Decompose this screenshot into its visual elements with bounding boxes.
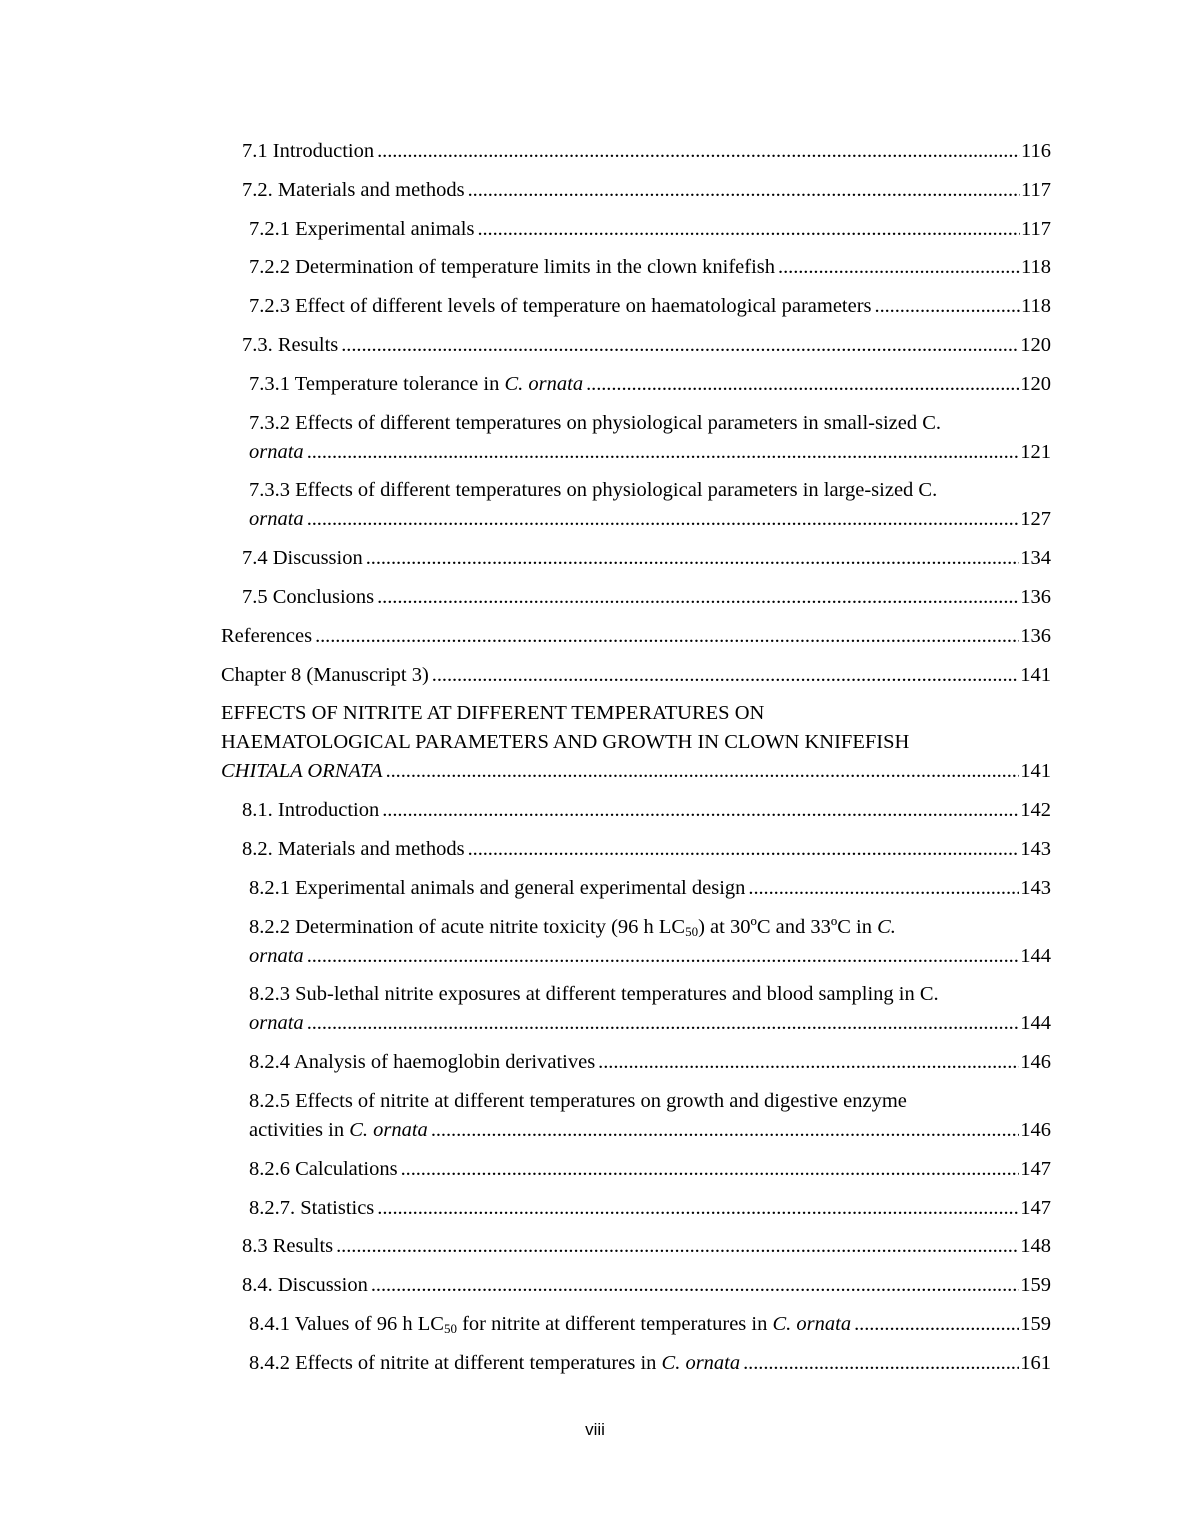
toc-entry[interactable] [221, 370, 1051, 399]
dot-leader [307, 438, 1020, 467]
toc-entry[interactable] [221, 796, 1051, 825]
dot-leader [854, 1310, 1019, 1339]
toc-page-number: 143 [1020, 876, 1051, 899]
dot-leader [377, 1194, 1019, 1223]
toc-page-number: 146 [1020, 1118, 1051, 1141]
toc-entry[interactable] [221, 253, 1051, 282]
dot-leader [875, 292, 1020, 321]
chapter-title-line-2: HAEMATOLOGICAL PARAMETERS AND GROWTH IN CLOWN KNIFEFISH [221, 731, 910, 754]
toc-page-number: 118 [1021, 256, 1051, 279]
toc-entry-title: 7.3.2 Effects of different temperatures on physiological parameters in small-sized C. [249, 411, 942, 434]
toc-entry[interactable] [221, 409, 1051, 467]
toc-page-number: 148 [1020, 1235, 1051, 1258]
species-name: C. [877, 915, 896, 938]
toc-entry-title: 8.4.1 Values of 96 h LC [249, 1312, 444, 1335]
species-name: C. ornata [349, 1118, 428, 1141]
toc-page-number: 136 [1020, 585, 1051, 608]
toc-entry[interactable] [221, 583, 1051, 612]
dot-leader [307, 942, 1020, 971]
toc-entry[interactable] [221, 1048, 1051, 1077]
table-of-contents [221, 137, 1051, 1388]
species-name: CHITALA ORNATA [221, 760, 383, 783]
toc-entry[interactable] [221, 913, 1051, 971]
toc-entry-title: 8.4.2 Effects of nitrite at different temperatures in [249, 1351, 657, 1374]
species-name: C. ornata [504, 372, 584, 395]
toc-page-number: 146 [1020, 1051, 1051, 1074]
toc-page-number: 118 [1021, 295, 1051, 318]
toc-entry-title: 7.3.3 Effects of different temperatures on physiological parameters in large-sized C. [249, 479, 938, 502]
toc-entry[interactable] [221, 215, 1051, 244]
dot-leader [748, 874, 1019, 903]
toc-entry[interactable] [221, 1349, 1051, 1378]
dot-leader [432, 661, 1019, 690]
dot-leader [401, 1155, 1020, 1184]
dot-leader [743, 1349, 1019, 1378]
species-name: ornata [249, 944, 304, 967]
toc-page-number: 117 [1021, 217, 1051, 240]
toc-entry[interactable] [221, 980, 1051, 1038]
toc-entry-title: 8.2.5 Effects of nitrite at different temperatures on growth and digestive enzyme [249, 1089, 907, 1112]
toc-entry-title: 8.2.1 Experimental animals and general experimental design [249, 876, 746, 899]
toc-page-number: 159 [1020, 1274, 1051, 1297]
toc-entry-chapter-title[interactable] [221, 699, 1051, 786]
species-name: ornata [249, 440, 304, 463]
toc-entry-title: 7.2.2 Determination of temperature limits in the clown knifefish [249, 256, 776, 279]
toc-entry[interactable] [221, 1087, 1051, 1145]
toc-page-number: 141 [1020, 760, 1051, 783]
toc-entry[interactable] [221, 176, 1051, 205]
toc-entry-title: 8.2.4 Analysis of haemoglobin derivatives [249, 1051, 596, 1074]
dot-leader [468, 835, 1020, 864]
dot-leader [377, 583, 1019, 612]
dot-leader [386, 757, 1020, 786]
toc-entry[interactable] [221, 661, 1051, 690]
dot-leader [307, 505, 1020, 534]
toc-entry[interactable] [221, 544, 1051, 573]
toc-entry[interactable] [221, 1271, 1051, 1300]
dot-leader [336, 1232, 1019, 1261]
toc-entry[interactable] [221, 292, 1051, 321]
dot-leader [341, 331, 1019, 360]
title-part: 8.2.2 Determination of acute nitrite toxicity (96 h LC [249, 915, 686, 938]
species-name: C. ornata [661, 1351, 741, 1374]
toc-page-number: 120 [1020, 333, 1051, 356]
toc-entry-title: 8.1. Introduction [242, 799, 380, 822]
toc-entry-title: 8.2.6 Calculations [249, 1157, 398, 1180]
toc-entry-title: 7.2. Materials and methods [242, 178, 465, 201]
toc-entry-title-cont: activities in [249, 1118, 345, 1141]
toc-entry[interactable] [221, 622, 1051, 651]
toc-entry-title: 8.2. Materials and methods [242, 837, 465, 860]
toc-entry-title [249, 913, 1051, 942]
chapter-title-line-1: EFFECTS OF NITRITE AT DIFFERENT TEMPERATURES ON [221, 702, 765, 725]
toc-entry-title: 7.4 Discussion [242, 547, 363, 570]
dot-leader [598, 1048, 1019, 1077]
toc-entry[interactable] [221, 331, 1051, 360]
toc-page-number: 116 [1021, 140, 1051, 162]
toc-page-number: 127 [1020, 508, 1051, 531]
subscript: 50 [685, 923, 699, 939]
dot-leader [366, 544, 1020, 573]
toc-entry-title: 7.3.1 Temperature tolerance in [249, 372, 500, 395]
toc-page-number: 144 [1020, 1012, 1051, 1035]
toc-entry-title-cont: for nitrite at different temperatures in [462, 1312, 768, 1335]
toc-entry[interactable] [221, 1232, 1051, 1261]
toc-entry[interactable] [221, 476, 1051, 534]
toc-page-number: 134 [1020, 547, 1051, 570]
toc-page-number: 136 [1020, 624, 1051, 647]
toc-entry[interactable] [221, 1155, 1051, 1184]
toc-entry[interactable] [221, 835, 1051, 864]
toc-entry[interactable] [221, 1194, 1051, 1223]
toc-entry-title: 7.2.3 Effect of different levels of temperature on haematological parameters [249, 295, 872, 318]
dot-leader [315, 622, 1019, 651]
toc-entry-title: References [221, 624, 313, 647]
toc-entry[interactable] [221, 137, 1051, 166]
dot-leader [477, 215, 1020, 244]
toc-entry-title: 7.3. Results [242, 333, 339, 356]
toc-entry-title: 7.5 Conclusions [242, 585, 375, 608]
dot-leader [371, 1271, 1019, 1300]
toc-page-number: 121 [1020, 440, 1051, 463]
title-part: ) at 30ºC and 33ºC in [698, 915, 872, 938]
dot-leader [586, 370, 1019, 399]
toc-entry-title: 7.2.1 Experimental animals [249, 217, 475, 240]
toc-entry-title: 8.4. Discussion [242, 1274, 368, 1297]
subscript: 50 [443, 1320, 457, 1336]
toc-page-number: 144 [1020, 944, 1051, 967]
toc-page-number: 159 [1020, 1312, 1051, 1335]
dot-leader [377, 137, 1020, 166]
toc-page-number: 161 [1020, 1351, 1051, 1374]
species-name: C. ornata [772, 1312, 852, 1335]
toc-entry[interactable] [221, 1310, 1051, 1339]
dot-leader [778, 253, 1020, 282]
toc-entry-title: 7.1 Introduction [242, 140, 375, 162]
species-name: ornata [249, 508, 304, 531]
dot-leader [431, 1116, 1019, 1145]
dot-leader [382, 796, 1019, 825]
dot-leader [468, 176, 1020, 205]
toc-entry-title: 8.3 Results [242, 1235, 334, 1258]
toc-page-number: 147 [1020, 1196, 1051, 1219]
toc-entry-title: Chapter 8 (Manuscript 3) [221, 663, 429, 686]
toc-page-number: 117 [1021, 178, 1051, 201]
species-name: ornata [249, 1012, 304, 1035]
page-number-footer: viii [585, 1420, 605, 1439]
toc-page-number: 120 [1020, 372, 1051, 395]
toc-page-number: 142 [1020, 799, 1051, 822]
toc-entry-title: 8.2.3 Sub-lethal nitrite exposures at different temperatures and blood sampling in C. [249, 983, 939, 1006]
toc-page-number: 143 [1020, 837, 1051, 860]
toc-page-number: 141 [1020, 663, 1051, 686]
toc-page-number: 147 [1020, 1157, 1051, 1180]
toc-entry[interactable] [221, 874, 1051, 903]
dot-leader [307, 1009, 1020, 1038]
toc-entry-title: 8.2.7. Statistics [249, 1196, 375, 1219]
